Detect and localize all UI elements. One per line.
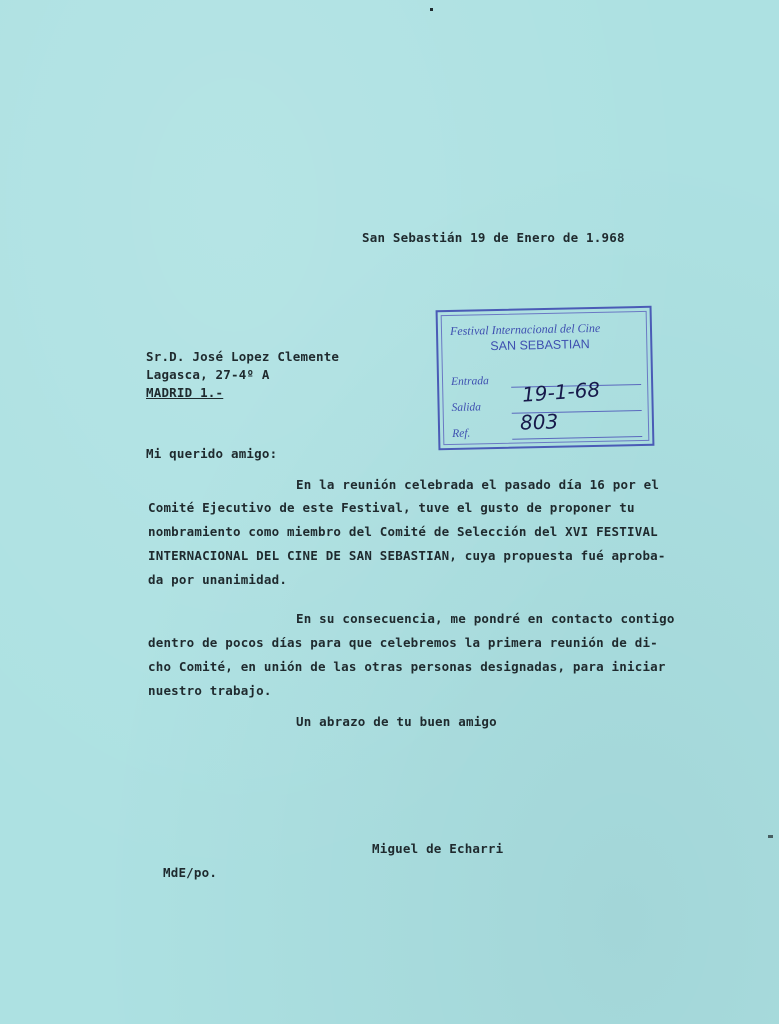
paper-mark-right [768,835,773,838]
recipient-name: Sr.D. José Lopez Clemente [146,349,340,364]
closing-line: Un abrazo de tu buen amigo [296,714,497,729]
initials-reference: MdE/po. [163,865,218,880]
paragraph1-line-2: Comité Ejecutivo de este Festival, tuve el gusto de proponer tu [148,500,635,515]
paragraph1-line-5: da por unanimidad. [148,572,288,587]
stamp-entrada-label: Entrada [450,375,489,388]
recipient-city: MADRID 1.- [146,385,224,400]
paragraph1-line-4: INTERNACIONAL DEL CINE DE SAN SEBASTIAN, cuya propuesta fué aproba- [148,548,666,563]
date-line: San Sebastián 19 de Enero de 1.968 [362,230,625,245]
paragraph2-line-1: En su consecuencia, me pondré en contacto contigo [296,611,675,626]
paragraph2-line-3: cho Comité, en unión de las otras personas designadas, para iniciar [148,659,666,674]
stamp-salida-handwritten: 19-1-68 [521,377,601,407]
stamp-subtitle: SAN SEBASTIAN [490,337,590,354]
stamp-ref-label: Ref. [452,427,471,440]
stamp-salida-label: Salida [451,401,482,414]
paragraph1-line-3: nombramiento como miembro del Comité de Selección del XVI FESTIVAL [148,524,658,539]
paper-speck [430,8,433,11]
signature-name: Miguel de Echarri [372,841,504,856]
paragraph1-line-1: En la reunión celebrada el pasado día 16 por el [296,477,660,492]
recipient-street: Lagasca, 27-4º A [146,367,270,382]
paragraph2-line-4: nuestro trabajo. [148,683,272,698]
salutation: Mi querido amigo: [146,446,278,461]
paragraph2-line-2: dentro de pocos días para que celebremos la primera reunión de di- [148,635,658,650]
stamp-title: Festival Internacional del Cine [449,320,601,338]
stamp-ref-handwritten: 803 [519,409,559,435]
